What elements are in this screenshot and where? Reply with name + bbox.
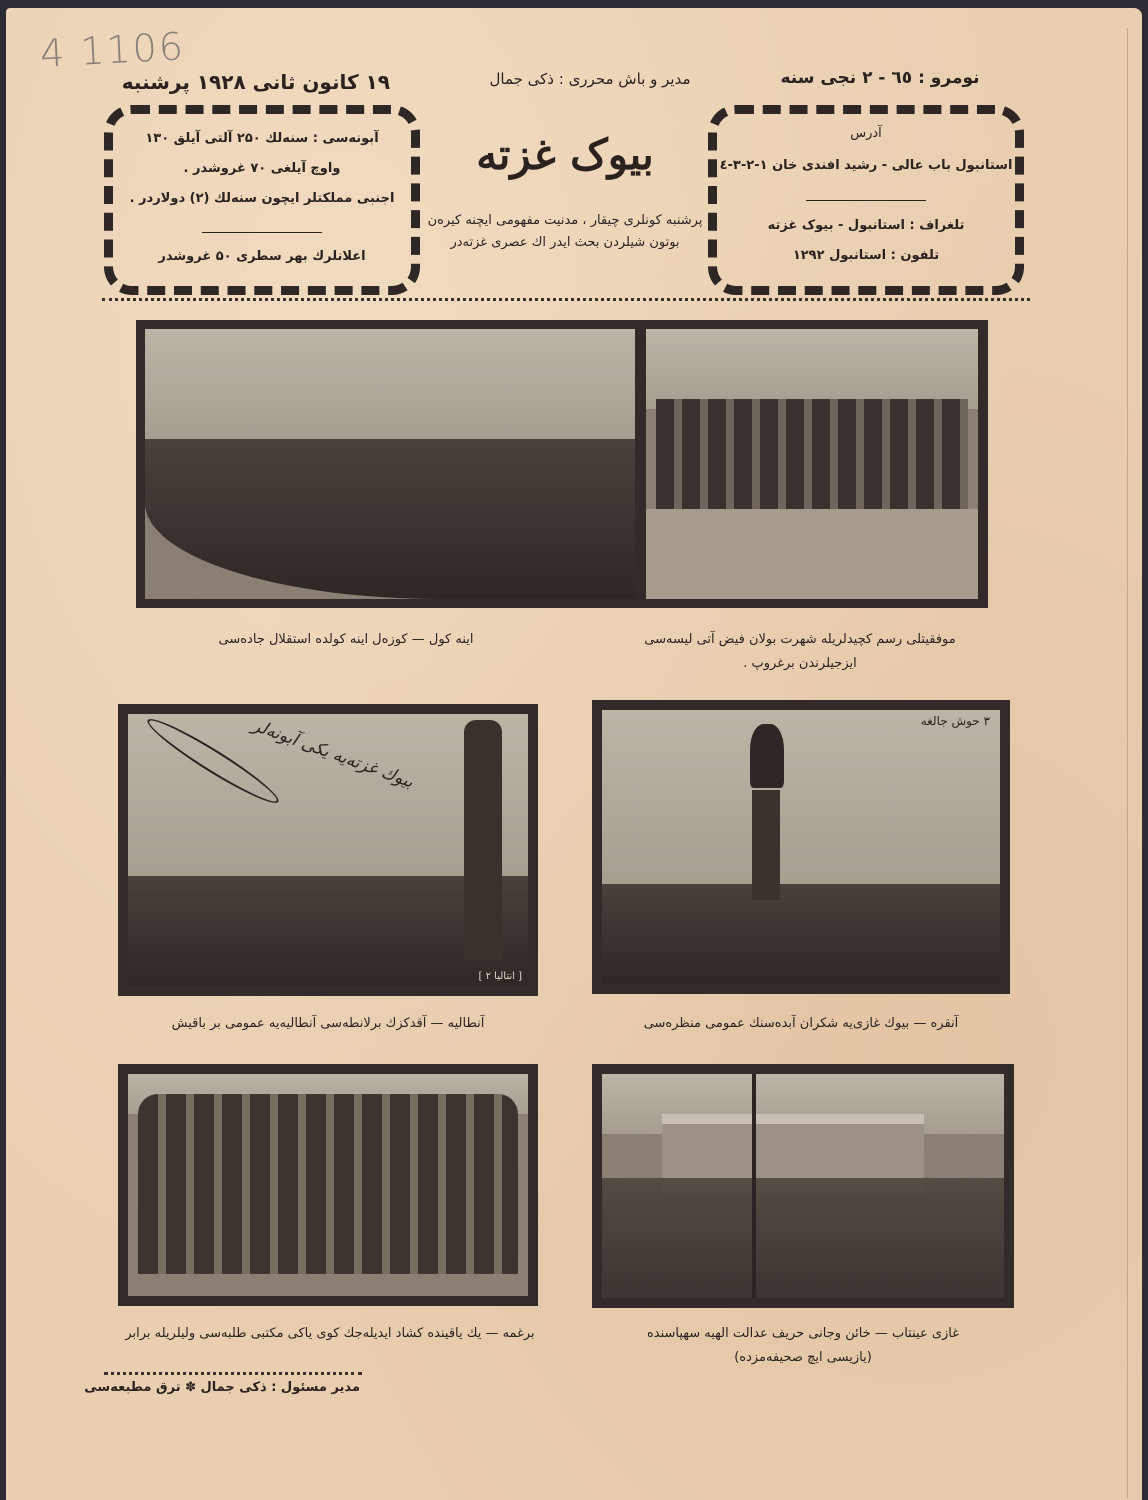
photo-scouts	[646, 329, 978, 599]
telegraph-line: تلغراف : استانبول - بیوک غزته	[767, 218, 965, 233]
address-heading: آدرس	[850, 126, 882, 141]
caption-scouts	[600, 628, 1000, 676]
photo-corner-label: [ انتالیا ٢ ]	[478, 971, 522, 982]
minaret-tower	[464, 720, 502, 960]
caption-line: موفقیتلی رسم کچیدلریله شهرت بولان فیض آتی لیسەسی	[644, 632, 956, 647]
masthead-title: بیوک غزته	[476, 130, 654, 179]
address-box	[708, 105, 1024, 295]
photo-frame-bergama	[118, 1064, 538, 1306]
page-edge	[1127, 28, 1128, 1498]
scouts-row	[656, 399, 968, 509]
caption-bergama	[110, 1322, 550, 1346]
header-rule	[102, 298, 1030, 301]
footer-imprint: مدیر مسئول : ذکی جمال ✽ ترق مطبعەسی	[84, 1380, 360, 1395]
caption-line: آنطالیه — آقدکزك برلانطەسی آنطالیەیه عمومی بر باقیش	[171, 1016, 485, 1031]
handwritten-note: ٣ حوش جالغه	[920, 714, 990, 728]
issue-line: نومرو : ٦٥ - ۲ نجی سنه	[780, 68, 980, 88]
photo-frame-antalya	[118, 704, 538, 996]
photo-divider	[639, 329, 642, 599]
handwritten-note: بیوك غزتەیه یکی آبونەلر	[249, 715, 417, 793]
pole	[752, 1074, 756, 1298]
photo-gaziantep	[602, 1074, 1004, 1298]
editor-line: مدیر و باش محرری : ذکی جمال	[489, 70, 691, 88]
caption-line: برغمه — یك یاقینده کشاد ایدیلەجك کوی یاکی مکتبی طلبەسی ولیلریله برابر	[125, 1326, 535, 1341]
divider	[202, 232, 321, 233]
group-portrait	[138, 1094, 518, 1274]
telephone-line: تلفون : استانبول ۱۲۹۲	[792, 248, 940, 263]
caption-ankara	[592, 1012, 1010, 1036]
caption-line: اینه کول — کوزەل اینه کولدە استقلال جادەسی	[218, 632, 474, 647]
divider	[806, 200, 925, 201]
caption-line: ایزجیلرندن برغروپ .	[743, 656, 857, 671]
caption-antalya	[118, 1012, 538, 1036]
photo-antalya	[128, 714, 528, 986]
archive-mark: 4 1106	[38, 24, 187, 76]
ads-line: اعلانلرك بهر سطری ۵۰ غروشدر	[158, 249, 366, 264]
footer-rule	[104, 1372, 362, 1375]
caption-line: آنقره — بیوك غازی‌یه شکران آبدەسنك عمومی منظرەسی	[643, 1016, 959, 1031]
subscription-line: آبونەسی : سنەلك ۲۵۰ آلتی آیلق ۱۳۰	[145, 131, 379, 146]
address-line: استانبول باب عالی - رشید افندی خان ۱-۲-۳-٤	[719, 158, 1013, 173]
subscription-line: واوچ آیلغی ۷۰ غروشدر .	[183, 161, 341, 176]
pavement	[646, 509, 978, 599]
photo-frame-top	[136, 320, 988, 608]
caption-line: (یازیسی ایچ صحیفەمزده)	[734, 1350, 872, 1365]
photo-frame-gaziantep	[592, 1064, 1014, 1308]
monument-pedestal	[752, 790, 780, 900]
photo-bergama	[128, 1074, 528, 1296]
equestrian-statue	[750, 724, 784, 788]
photo-frame-ankara	[592, 700, 1010, 994]
subscription-line: اجنبی مملکتلر ایچون سنەلك (۲) دولاردر .	[129, 191, 395, 206]
photo-inegol	[145, 329, 635, 599]
caption-gaziantep	[592, 1322, 1014, 1370]
caption-line: غازی عینتاب — خائن وجانی حریف عدالت الهیه سهپاسنده	[646, 1326, 960, 1341]
date-line: ۱۹ کانون ثانی ۱۹۲۸ پرشنبه	[121, 70, 390, 94]
photo-ankara	[602, 710, 1000, 984]
caption-inegol	[136, 628, 556, 652]
masthead-tagline: پرشنبه کونلری چیقار ، مدنیت مفهومی ایچنه کیرەن بوتون شیلردن بحث ایدر اك عصری غزتەدر	[427, 213, 703, 250]
subscription-box	[104, 105, 420, 295]
